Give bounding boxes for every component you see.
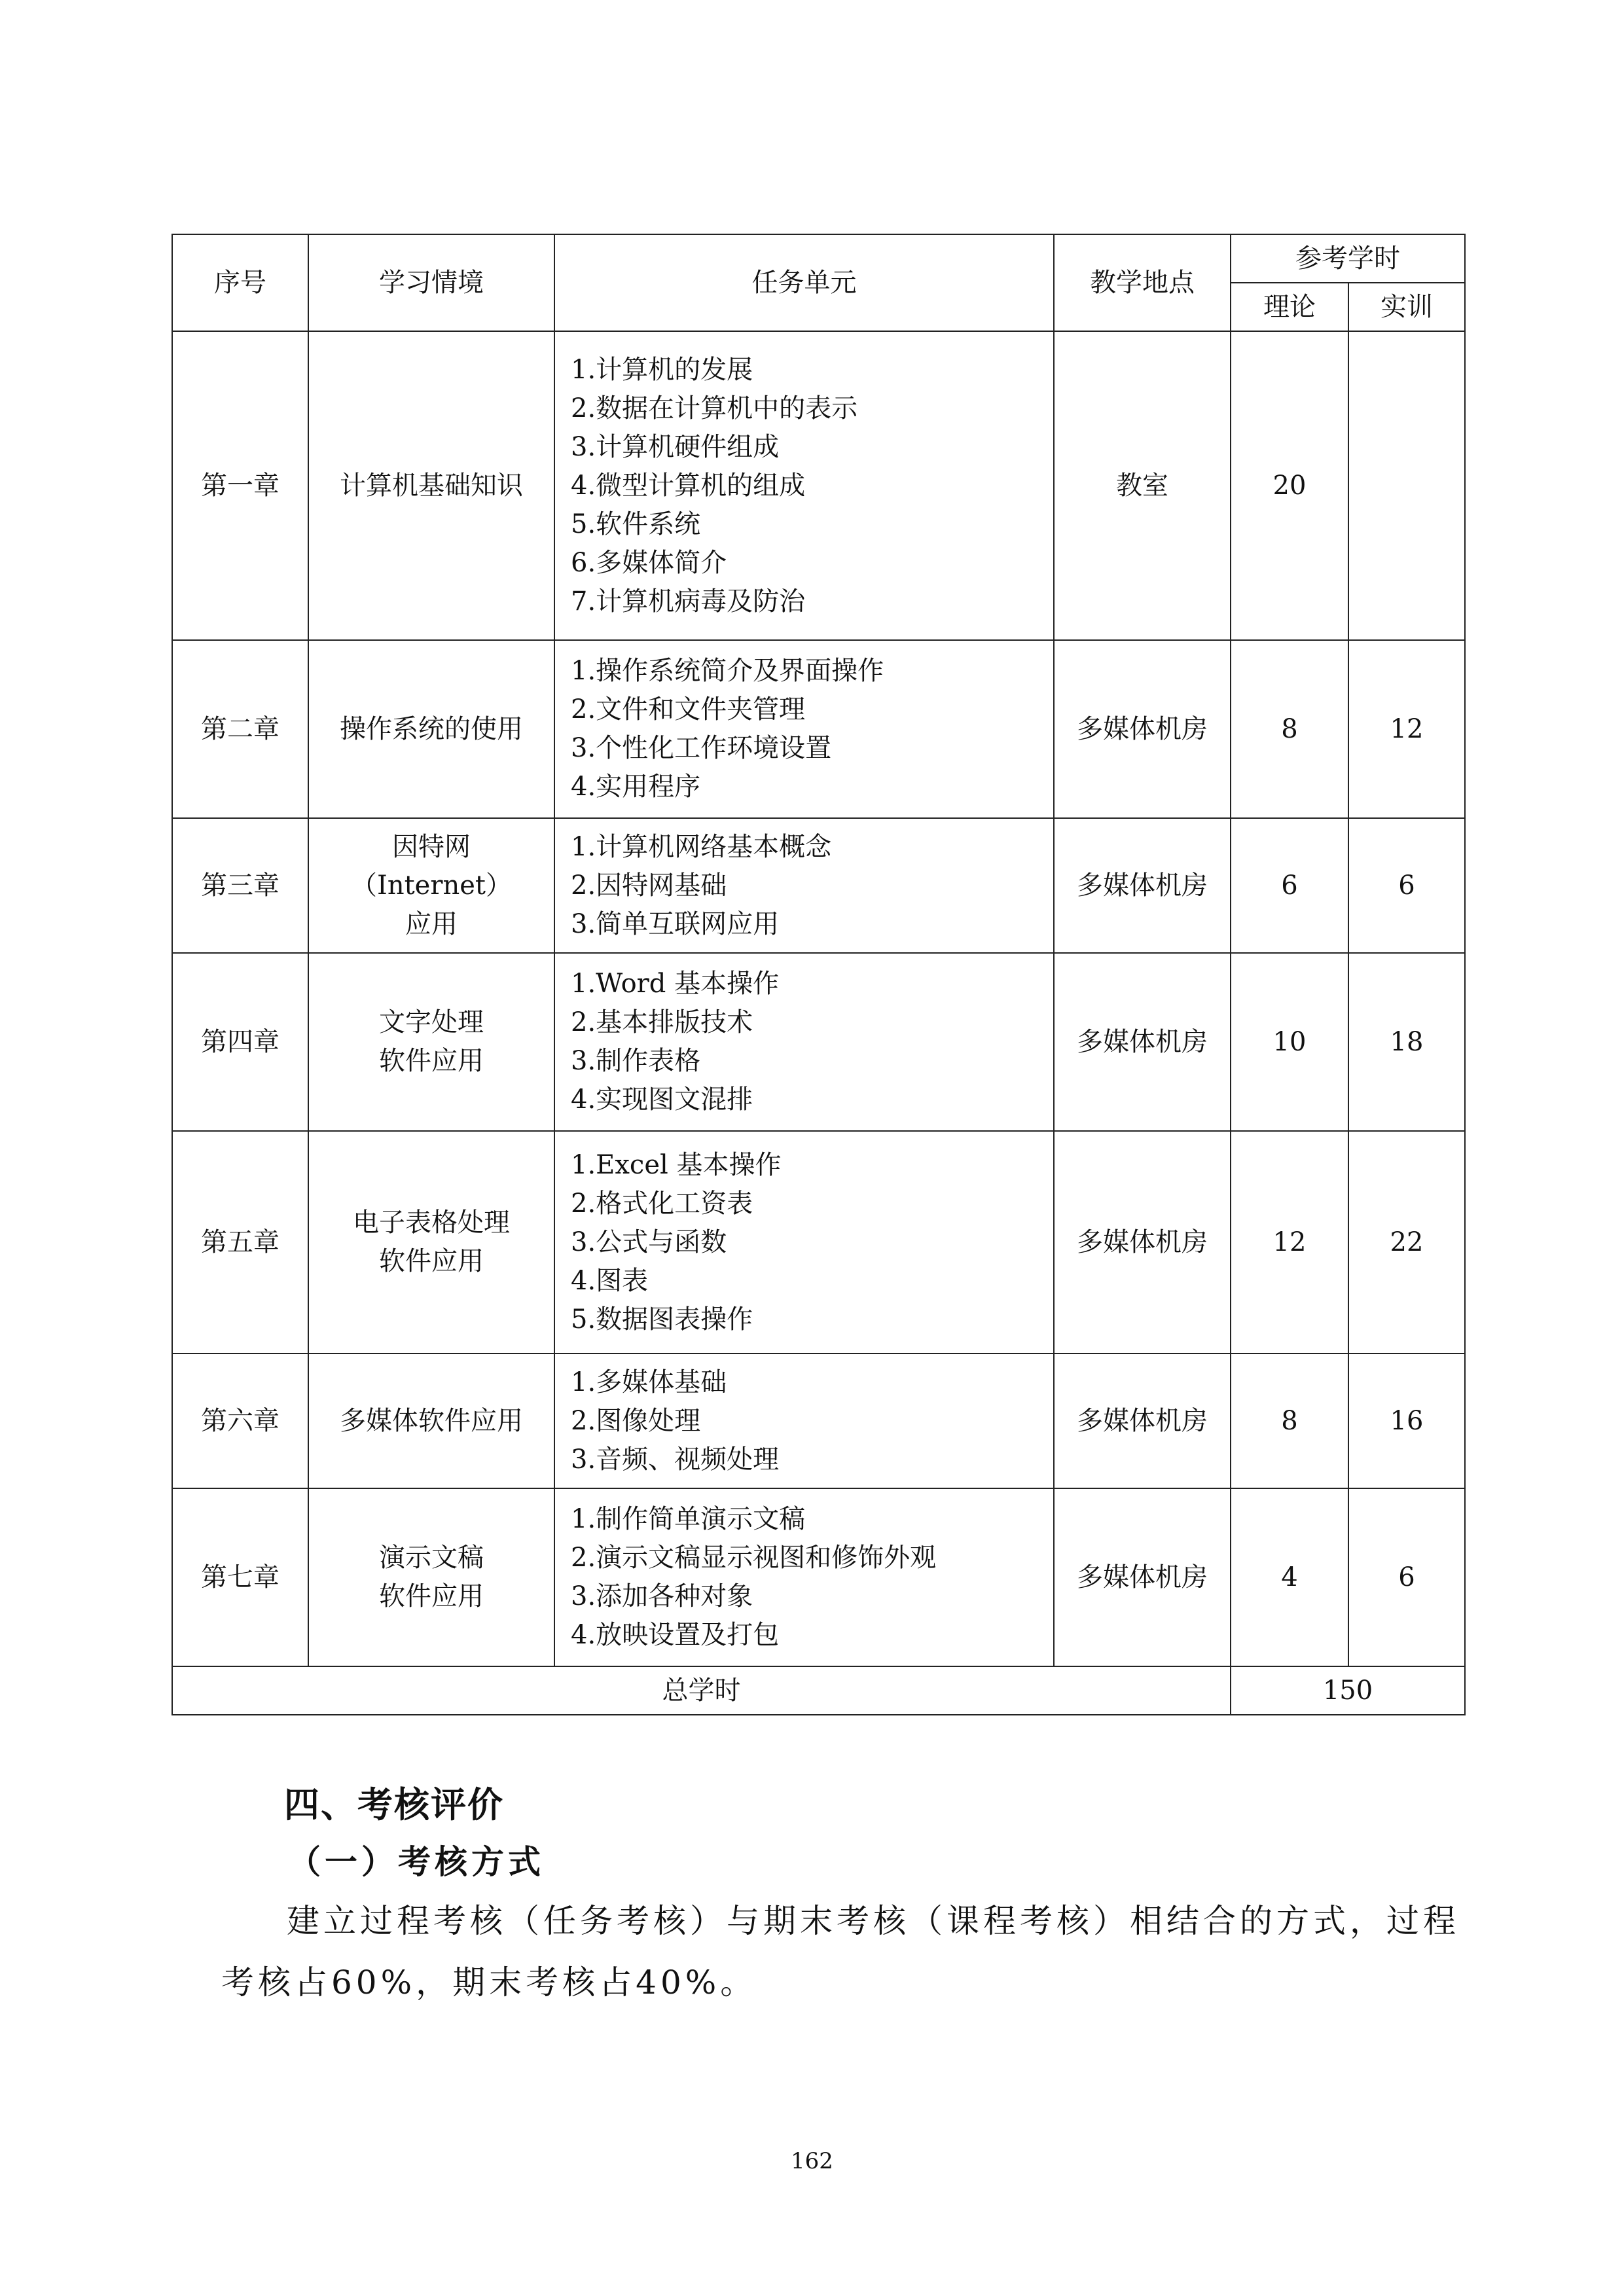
situation-line: 演示文稿 <box>379 1543 484 1573</box>
task-unit-item: 3.音频、视频处理 <box>571 1444 780 1475</box>
task-units-cell <box>554 953 1054 1131</box>
header-row <box>172 234 1465 283</box>
location-cell: 多媒体机房 <box>1054 1354 1231 1488</box>
location-cell: 多媒体机房 <box>1054 818 1231 953</box>
task-unit-item: 3.公式与函数 <box>571 1227 727 1257</box>
table-row <box>172 818 1465 953</box>
header-practice: 实训 <box>1348 283 1465 331</box>
table-row <box>172 953 1465 1131</box>
location-cell: 教室 <box>1054 331 1231 640</box>
chapter-cell: 第一章 <box>172 331 308 640</box>
theory-hours-cell: 20 <box>1231 331 1348 640</box>
chapter-cell: 第五章 <box>172 1131 308 1354</box>
task-unit-item: 2.演示文稿显示视图和修饰外观 <box>571 1543 937 1573</box>
total-value-cell: 150 <box>1231 1666 1465 1715</box>
table-row <box>172 640 1465 818</box>
situation-line: 软件应用 <box>379 1581 484 1611</box>
task-unit-item: 2.基本排版技术 <box>571 1007 753 1037</box>
task-unit-item: 4.实用程序 <box>571 772 701 802</box>
situation-line: 操作系统的使用 <box>340 713 523 744</box>
chapter-cell: 第六章 <box>172 1354 308 1488</box>
task-unit-item: 2.因特网基础 <box>571 870 727 901</box>
situation-cell <box>308 818 554 953</box>
situation-line: （Internet） <box>351 870 512 901</box>
task-unit-item: 4.实现图文混排 <box>571 1085 753 1115</box>
situation-cell <box>308 331 554 640</box>
header-theory: 理论 <box>1231 283 1348 331</box>
theory-hours-cell: 4 <box>1231 1488 1348 1666</box>
task-unit-item: 1.Word 基本操作 <box>571 969 780 999</box>
task-unit-item: 3.制作表格 <box>571 1046 701 1076</box>
course-schedule-table <box>171 234 1466 1715</box>
practice-hours-cell <box>1348 331 1465 640</box>
task-units-cell <box>554 331 1054 640</box>
theory-hours-cell: 10 <box>1231 953 1348 1131</box>
situation-line: 文字处理 <box>379 1007 484 1037</box>
theory-hours-cell: 12 <box>1231 1131 1348 1354</box>
practice-hours-cell: 18 <box>1348 953 1465 1131</box>
task-unit-item: 1.制作简单演示文稿 <box>571 1504 806 1534</box>
theory-hours-cell: 8 <box>1231 640 1348 818</box>
task-unit-item: 6.多媒体简介 <box>571 547 727 578</box>
header-units: 任务单元 <box>554 234 1054 331</box>
practice-hours-cell: 16 <box>1348 1354 1465 1488</box>
chapter-cell: 第二章 <box>172 640 308 818</box>
situation-line: 应用 <box>405 908 458 939</box>
task-unit-item: 1.计算机的发展 <box>571 354 753 385</box>
header-seq: 序号 <box>172 234 308 331</box>
task-unit-item: 3.添加各种对象 <box>571 1581 753 1611</box>
theory-hours-cell: 8 <box>1231 1354 1348 1488</box>
section-heading: 四、考核评价 <box>284 1784 504 1825</box>
situation-cell <box>308 640 554 818</box>
task-unit-item: 4.放映设置及打包 <box>571 1620 780 1650</box>
task-unit-item: 3.计算机硬件组成 <box>571 431 780 462</box>
situation-line: 电子表格处理 <box>353 1208 510 1238</box>
task-unit-item: 2.格式化工资表 <box>571 1188 753 1219</box>
situation-cell <box>308 1488 554 1666</box>
task-units-cell <box>554 1488 1054 1666</box>
practice-hours-cell: 6 <box>1348 1488 1465 1666</box>
task-unit-item: 4.微型计算机的组成 <box>571 470 806 501</box>
situation-cell <box>308 953 554 1131</box>
situation-cell <box>308 1354 554 1488</box>
situation-line: 多媒体软件应用 <box>340 1405 523 1436</box>
task-unit-item: 5.数据图表操作 <box>571 1304 753 1335</box>
situation-line: 计算机基础知识 <box>340 470 523 501</box>
header-hours: 参考学时 <box>1231 234 1465 283</box>
task-unit-item: 5.软件系统 <box>571 509 701 539</box>
table-row <box>172 1131 1465 1354</box>
table-row <box>172 1354 1465 1488</box>
task-units-cell <box>554 640 1054 818</box>
task-unit-item: 4.图表 <box>571 1265 649 1296</box>
header-location: 教学地点 <box>1054 234 1231 331</box>
practice-hours-cell: 12 <box>1348 640 1465 818</box>
task-unit-item: 3.个性化工作环境设置 <box>571 733 832 763</box>
total-label-cell: 总学时 <box>172 1666 1231 1715</box>
task-unit-item: 1.Excel 基本操作 <box>571 1149 782 1180</box>
location-cell: 多媒体机房 <box>1054 1488 1231 1666</box>
task-unit-item: 1.操作系统简介及界面操作 <box>571 656 884 686</box>
table-row <box>172 331 1465 640</box>
task-unit-item: 1.计算机网络基本概念 <box>571 831 832 862</box>
page-number: 162 <box>791 2148 833 2174</box>
header-situation: 学习情境 <box>308 234 554 331</box>
task-units-cell <box>554 818 1054 953</box>
task-units-cell <box>554 1354 1054 1488</box>
task-unit-item: 7.计算机病毒及防治 <box>571 586 806 617</box>
location-cell: 多媒体机房 <box>1054 640 1231 818</box>
total-row <box>172 1666 1465 1715</box>
task-unit-item: 2.文件和文件夹管理 <box>571 694 806 725</box>
task-unit-item: 2.图像处理 <box>571 1405 701 1436</box>
chapter-cell: 第七章 <box>172 1488 308 1666</box>
table-body <box>172 234 1465 1715</box>
theory-hours-cell: 6 <box>1231 818 1348 953</box>
chapter-cell: 第三章 <box>172 818 308 953</box>
task-unit-item: 1.多媒体基础 <box>571 1367 727 1397</box>
situation-line: 软件应用 <box>379 1046 484 1076</box>
practice-hours-cell: 6 <box>1348 818 1465 953</box>
situation-line: 因特网 <box>392 831 471 862</box>
section-paragraph: 建立过程考核（任务考核）与期末考核（课程考核）相结合的方式，过程考核占60%，期末考核占40%。 <box>221 1902 1460 2001</box>
location-cell: 多媒体机房 <box>1054 1131 1231 1354</box>
task-unit-item: 3.简单互联网应用 <box>571 908 780 939</box>
situation-cell <box>308 1131 554 1354</box>
table-row <box>172 1488 1465 1666</box>
task-units-cell <box>554 1131 1054 1354</box>
situation-line: 软件应用 <box>379 1246 484 1276</box>
practice-hours-cell: 22 <box>1348 1131 1465 1354</box>
chapter-cell: 第四章 <box>172 953 308 1131</box>
section-subheading: （一）考核方式 <box>288 1842 545 1881</box>
task-unit-item: 2.数据在计算机中的表示 <box>571 393 858 423</box>
location-cell: 多媒体机房 <box>1054 953 1231 1131</box>
